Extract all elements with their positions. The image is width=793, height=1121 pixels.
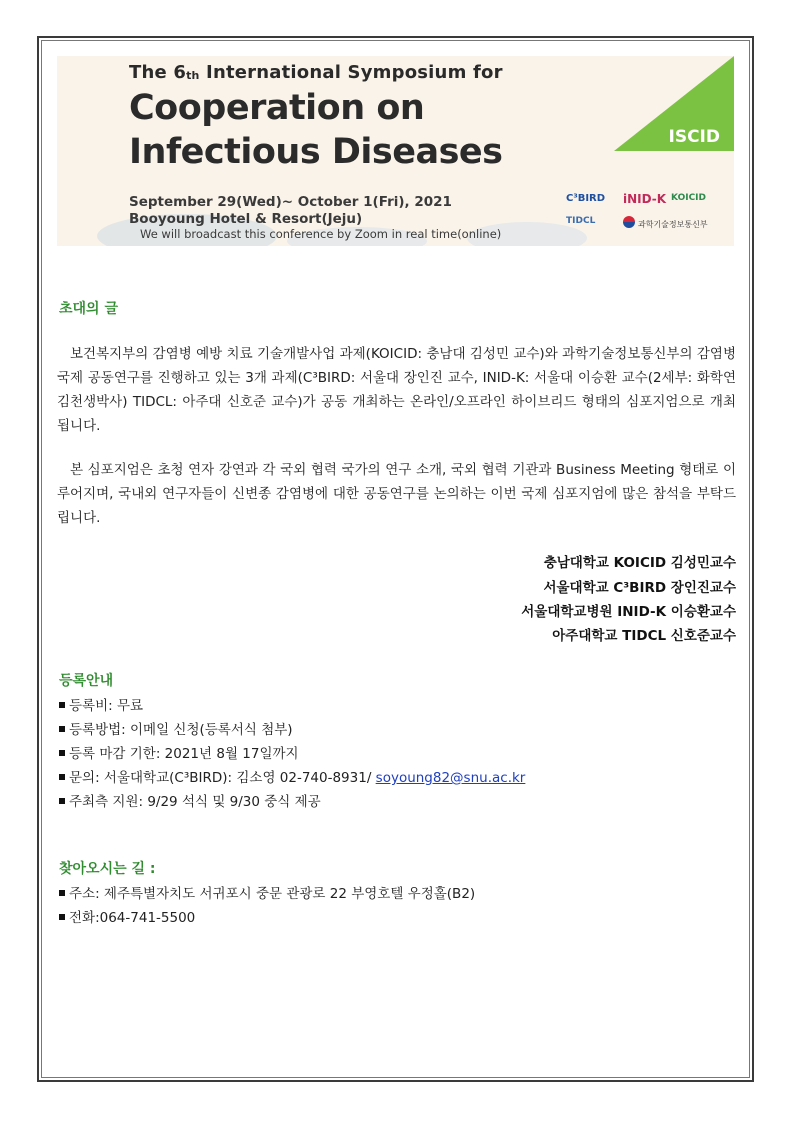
- banner-venue: Booyoung Hotel & Resort(Jeju): [129, 211, 363, 227]
- list-item: 등록 마감 기한: 2021년 8월 17일까지: [59, 742, 299, 762]
- msit-logo: 과학기술정보통신부: [638, 220, 708, 229]
- list-item: 등록방법: 이메일 신청(등록서식 첨부): [59, 718, 293, 738]
- list-item: 주소: 제주특별자치도 서귀포시 중문 관광로 22 부영호텔 우정홀(B2): [59, 882, 475, 902]
- banner-subtitle: The $6_{th}$ International Symposium for: [129, 62, 503, 83]
- list-item: 문의: 서울대학교(C³BIRD): 김소영 02-740-8931/ soyoung82@snu.ac.kr: [59, 766, 525, 786]
- banner-title: Cooperation on Infectious Diseases: [129, 88, 503, 172]
- list-item: 등록비: 무료: [59, 694, 143, 714]
- tidcl-logo: TIDCL: [566, 216, 596, 226]
- symposium-banner: [57, 56, 734, 246]
- banner-broadcast: We will broadcast this conference by Zoom in real time(online): [140, 227, 502, 241]
- iscid-badge: ISCID: [668, 127, 720, 147]
- directions-heading: 찾아오시는 길 :: [59, 861, 156, 877]
- signature-1: 충남대학교 KOICID 김성민교수: [543, 555, 736, 571]
- invitation-heading: 초대의 글: [59, 301, 118, 317]
- signature-2: 서울대학교 C³BIRD 장인진교수: [543, 580, 736, 596]
- contact-email-link[interactable]: soyoung82@snu.ac.kr: [375, 770, 526, 786]
- inidk-logo: iNID-K: [623, 192, 667, 206]
- signature-4: 아주대학교 TIDCL 신호준교수: [552, 628, 736, 644]
- korea-emblem-icon: [623, 216, 635, 228]
- koicid-logo: KOICID: [671, 193, 706, 203]
- invitation-paragraph-1: 보건복지부의 감염병 예방 치료 기술개발사업 과제(KOICID: 충남대 김성민 교수)와 과학기술정보통신부의 감염병 국제 공동연구를 진행하고 있는 3개 과제(C³BIRD: 서울대 장인진 교수, INID-K: 서울대 이승환 교수(2세부: 화학연 김천생박사) TIDCL: 아주대 신호준 교수)가 공동 개최하는 온라인/오프라인 하이브리드 형태의 심포지엄으로 개최됩니다.: [57, 346, 736, 434]
- list-item: 전화:064-741-5500: [59, 906, 195, 926]
- list-item: 주최측 지원: 9/29 석식 및 9/30 중식 제공: [59, 790, 321, 810]
- registration-heading: 등록안내: [59, 673, 114, 689]
- signature-3: 서울대학교병원 INID-K 이승환교수: [521, 604, 736, 620]
- c3bird-logo: C³BIRD: [566, 193, 606, 204]
- banner-date: September 29(Wed)~ October 1(Fri), 2021: [129, 194, 452, 210]
- invitation-paragraph-2: 본 심포지엄은 초청 연자 강연과 각 국외 협력 국가의 연구 소개, 국외 협력 기관과 Business Meeting 형태로 이루어지며, 국내외 연구자들이 신변종 감염병에 대한 공동연구를 논의하는 이번 국제 심포지엄에 많은 참석을 부탁드립니다.: [57, 462, 736, 526]
